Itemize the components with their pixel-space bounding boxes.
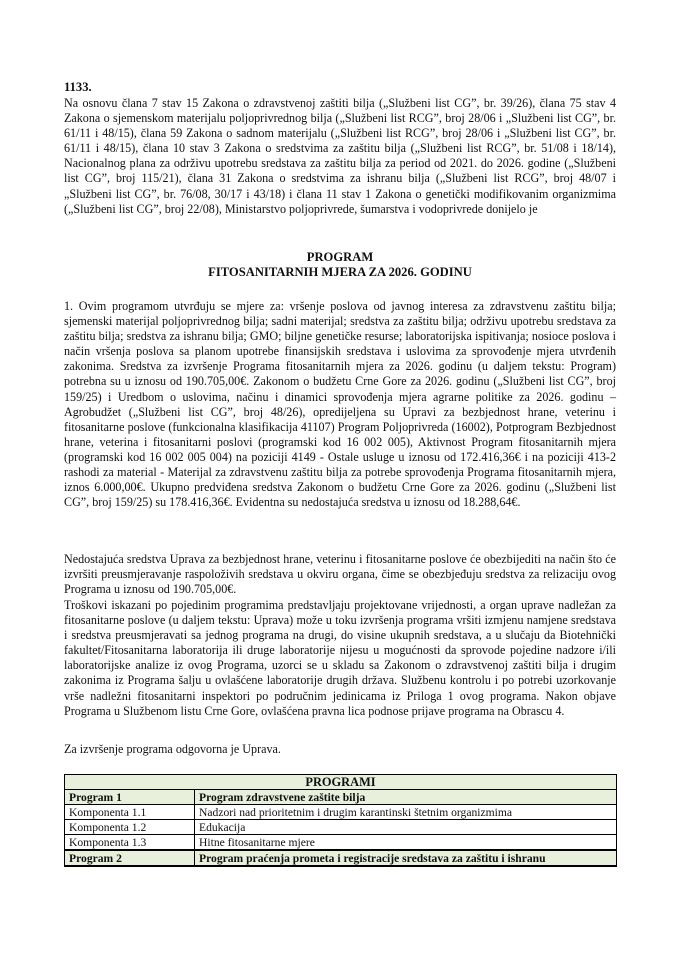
table-row — [65, 820, 617, 835]
table-row — [65, 835, 617, 851]
table-body — [65, 790, 617, 867]
row-name: Program zdravstvene zaštite bilja — [195, 790, 617, 805]
preamble-paragraph: Na osnovu člana 7 stav 15 Zakona o zdravstvenoj zaštiti bilja („Službeni list CG”, br. 39/26), člana 75 stav 4 Zakona o sjemenskom materijalu poljoprivrednog bilja („Službeni list RCG”, broj 28/06 i „Službeni list CG”, br. 61/11 i 48/15), člana 59 Zakona o sadnom materijalu („Službeni list RCG”, broj 28/06 i „Službeni list CG”, br. 61/11 i 48/15), člana 10 stav 3 Zakona o sredstvima za zaštitu bilja („Službeni list RCG”, br. 51/08 i 18/14), Nacionalnog plana za održivu upotrebu sredstava za zaštitu bilja za period od 2021. do 2026. godine („Službeni list CG”, broj 115/21), člana 31 Zakona o sredstvima za ishranu bilja („Službeni list RCG”, broj 48/07 i „Službeni list CG”, br. 76/08, 30/17 i 43/18) i člana 11 stav 1 Zakona o genetički modifikovanim organizmima („Službeni list CG”, broj 22/08), Ministarstvo poljoprivrede, šumarstva i vodoprivrede donijelo je — [64, 96, 616, 216]
document-number: 1133. — [64, 80, 92, 94]
row-code: Komponenta 1.2 — [65, 820, 195, 835]
paragraph-1: 1. Ovim programom utvrđuju se mjere za: vršenje poslova od javnog interesa za zdravstvenu zaštitu bilja; sjemenski materijal poljoprivrednog bilja; sadni materijal; sredstva za zaštitu bilja; održivu upotrebu sredstava za zaštitu bilja; sredstva za ishranu bilja; GMO; biljne genetičke resurse; laboratorijska ispitivanja; nosioce poslova i način vršenja poslova sa planom upotrebe finansijskih sredstava i uslovima za sprovođenje mjera utvrđenih zakonima. Sredstva za izvršenje Programa fitosanitarnih mjera za 2026. godinu (u daljem tekstu: Program) potrebna su u iznosu od 190.705,00€. Zakonom o budžetu Crne Gore za 2026. godinu („Službeni list CG”, broj 159/25) i Uredbom o uslovima, načinu i dinamici sprovođenja mjera agrarne politike za 2026. godinu – Agrobudžet („Službeni list CG”, broj 48/26), opredijeljena su Upravi za bezbjednost hrane, veterinu i fitosanitarne poslove (funkcionalna klasifikacija 41107) Program Poljoprivreda (16002), Potprogram Bezbjednost hrane, veterina i fitosanitarni poslovi (programski kod 16 002 005), Aktivnost Program fitosanitarnih mjera (programski kod 16 002 005 004) na poziciji 4149 - Ostale usluge u iznosu od 172.416,36€ i na poziciji 413-2 rashodi za material - Materijal za zdravstvenu zaštitu bilja za potrebe sprovođenja Programa fitosanitarnih mjera, iznos 6.000,00€. Ukupno predviđena sredstva Zakonom o budžetu Crne Gore za 2026. godinu („Službeni list CG”, broj 159/25) su 178.416,36€. Evidentna su nedostajuća sredstva u iznosu od 18.288,64€. — [64, 299, 616, 510]
row-code: Komponenta 1.1 — [65, 805, 195, 820]
document-title — [64, 250, 616, 281]
table-row — [65, 850, 617, 866]
paragraph-4: Za izvršenje programa odgovorna je Uprava. — [64, 742, 281, 756]
title-line-2: FITOSANITARNIH MJERA ZA 2026. GODINU — [208, 265, 472, 280]
row-name: Nadzori nad prioritetnim i drugim karantinski štetnim organizmima — [195, 805, 617, 820]
title-line-1: PROGRAM — [306, 250, 374, 264]
paragraph-3: Troškovi iskazani po pojedinim programima predstavljaju projektovane vrijednosti, a organ uprave nadležan za fitosanitarne poslove (u daljem tekstu: Uprava) može u toku izvršenja programa vršiti izmjenu namjene sredstava i sredstva preusmjeravati sa jednog programa na drugi, do visine ukupnih sredstava, a u slučaju da Biotehnički fakultet/Fitosanitarna laboratorija ili druge laboratorije nijesu u mogućnosti da sprovode pojedine nadzore i/ili laboratorijske analize iz ovog Programa, uzorci se u skladu sa Zakonom o zdravstvenoj zaštiti bilja i drugim zakonima iz Programa šalju u ovlašćene laboratorije drugih država. Službenu kontrolu i po potrebi uzorkovanje vrše nadležni fitosanitarni inspektori po područnim jedinicama iz Priloga 1 ovog programa. Nakon objave Programa u Službenom listu Crne Gore, ovlašćena pravna lica podnose prijave programa na Obrascu 4. — [64, 598, 616, 718]
row-code: Komponenta 1.3 — [65, 835, 195, 851]
programs-table — [64, 774, 617, 867]
table-header: PROGRAMI — [65, 775, 617, 790]
paragraph-2: Nedostajuća sredstva Uprava za bezbjednost hrane, veterinu i fitosanitarne poslove će obezbijediti na način što će izvršiti preusmjeravanje raspoloživih sredstava u okviru organa, čime se obezbjeđuju sredstva za relizaciju ovog Programa u iznosu od 190.705,00€. — [64, 552, 616, 597]
row-name: Program praćenja prometa i registracije sredstava za zaštitu i ishranu — [195, 850, 617, 866]
row-name: Hitne fitosanitarne mjere — [195, 835, 617, 851]
table-row — [65, 790, 617, 805]
table-header-row — [65, 775, 617, 790]
table-row — [65, 805, 617, 820]
row-code: Program 2 — [65, 850, 195, 866]
row-code: Program 1 — [65, 790, 195, 805]
row-name: Edukacija — [195, 820, 617, 835]
